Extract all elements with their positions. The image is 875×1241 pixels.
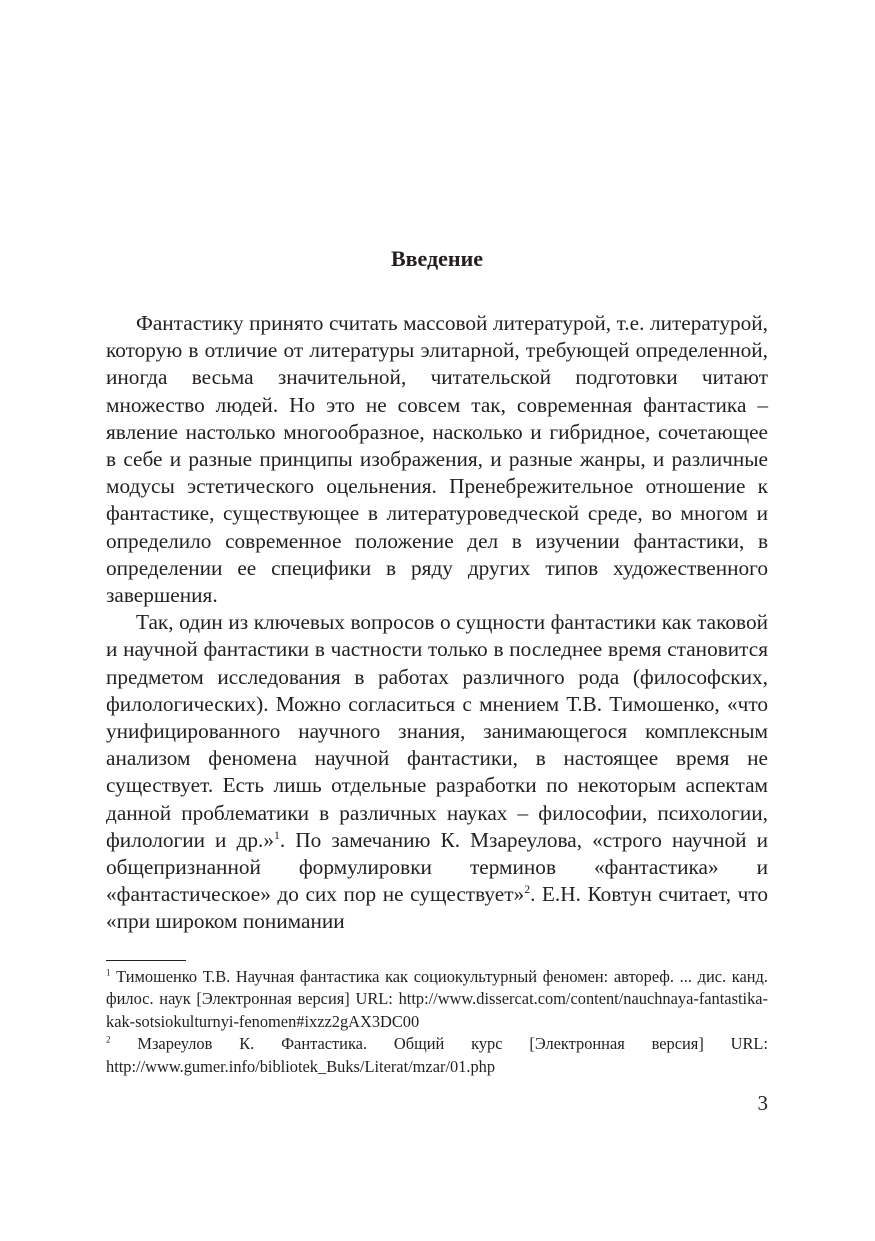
footnote-2-text: Мзареулов К. Фантастика. Общий курс [Электронная версия] URL: http://www.gumer.info/bibliotek_Buks/Literat/mzar/01.php bbox=[106, 1034, 768, 1076]
paragraph-2 bbox=[106, 609, 768, 935]
page-title: Введение bbox=[390, 246, 484, 271]
paragraph-2-part-3: . Е.Н. Ковтун считает, что «при широком понимании bbox=[106, 882, 768, 934]
footnote-1 bbox=[106, 966, 768, 1033]
footnote-2-marker: 2 bbox=[106, 1034, 111, 1045]
footnote-2 bbox=[106, 1033, 768, 1078]
body-text bbox=[106, 310, 768, 936]
paragraph-2-part-2: . По замечанию К. Мзареулова, «строго научной и общепризнанной формулировки терминов «фантастика» и «фантастическое» до сих пор не существует» bbox=[106, 827, 769, 907]
footnote-separator bbox=[106, 960, 186, 961]
footnote-ref-2: 2 bbox=[524, 883, 531, 897]
footnotes bbox=[106, 966, 768, 1078]
footnote-1-marker: 1 bbox=[106, 967, 111, 978]
paragraph-1: Фантастику принято считать массовой литературой, т.е. литературой, которую в отличие от литературы элитарной, требующей определенной, иногда весьма значительной, читательской подготовки читают множество людей. Но это не совсем так, современная фантастика – явление настолько многообразное, насколько и гибридное, сочетающее в себе и разные принципы изображения, и разные жанры, и различные модусы эстетического оцельнения. Пренебрежительное отношение к фантастике, существующее в литературоведческой среде, во многом и определило современное положение дел в изучении фантастики, в определении ее специфики в ряду других типов художественного завершения. bbox=[106, 311, 768, 608]
footnote-ref-1: 1 bbox=[273, 828, 280, 842]
paragraph-2-part-1: Так, один из ключевых вопросов о сущности фантастики как таковой и научной фантастики в частности только в последнее время становится предметом исследования в работах различного рода (философских, филологических). Можно согласиться с мнением Т.В. Тимошенко, «что унифицированного научного знания, занимающегося комплексным анализом феномена научной фантастики, в настоящее время не существует. Есть лишь отдельные разработки по некоторым аспектам данной проблематики в различных науках – философии, психологии, филологии и др.» bbox=[106, 610, 768, 852]
document-page bbox=[106, 0, 768, 1241]
page-number: 3 bbox=[757, 1091, 768, 1115]
footnote-1-text: Тимошенко Т.В. Научная фантастика как социокультурный феномен: автореф. ... дис. канд. филос. наук [Электронная версия] URL: http://www.dissercat.com/content/nauchnaya-fantastika-kak-sotsiokulturnyi-fenomen#ixzz2gAX3DC00 bbox=[106, 967, 768, 1031]
